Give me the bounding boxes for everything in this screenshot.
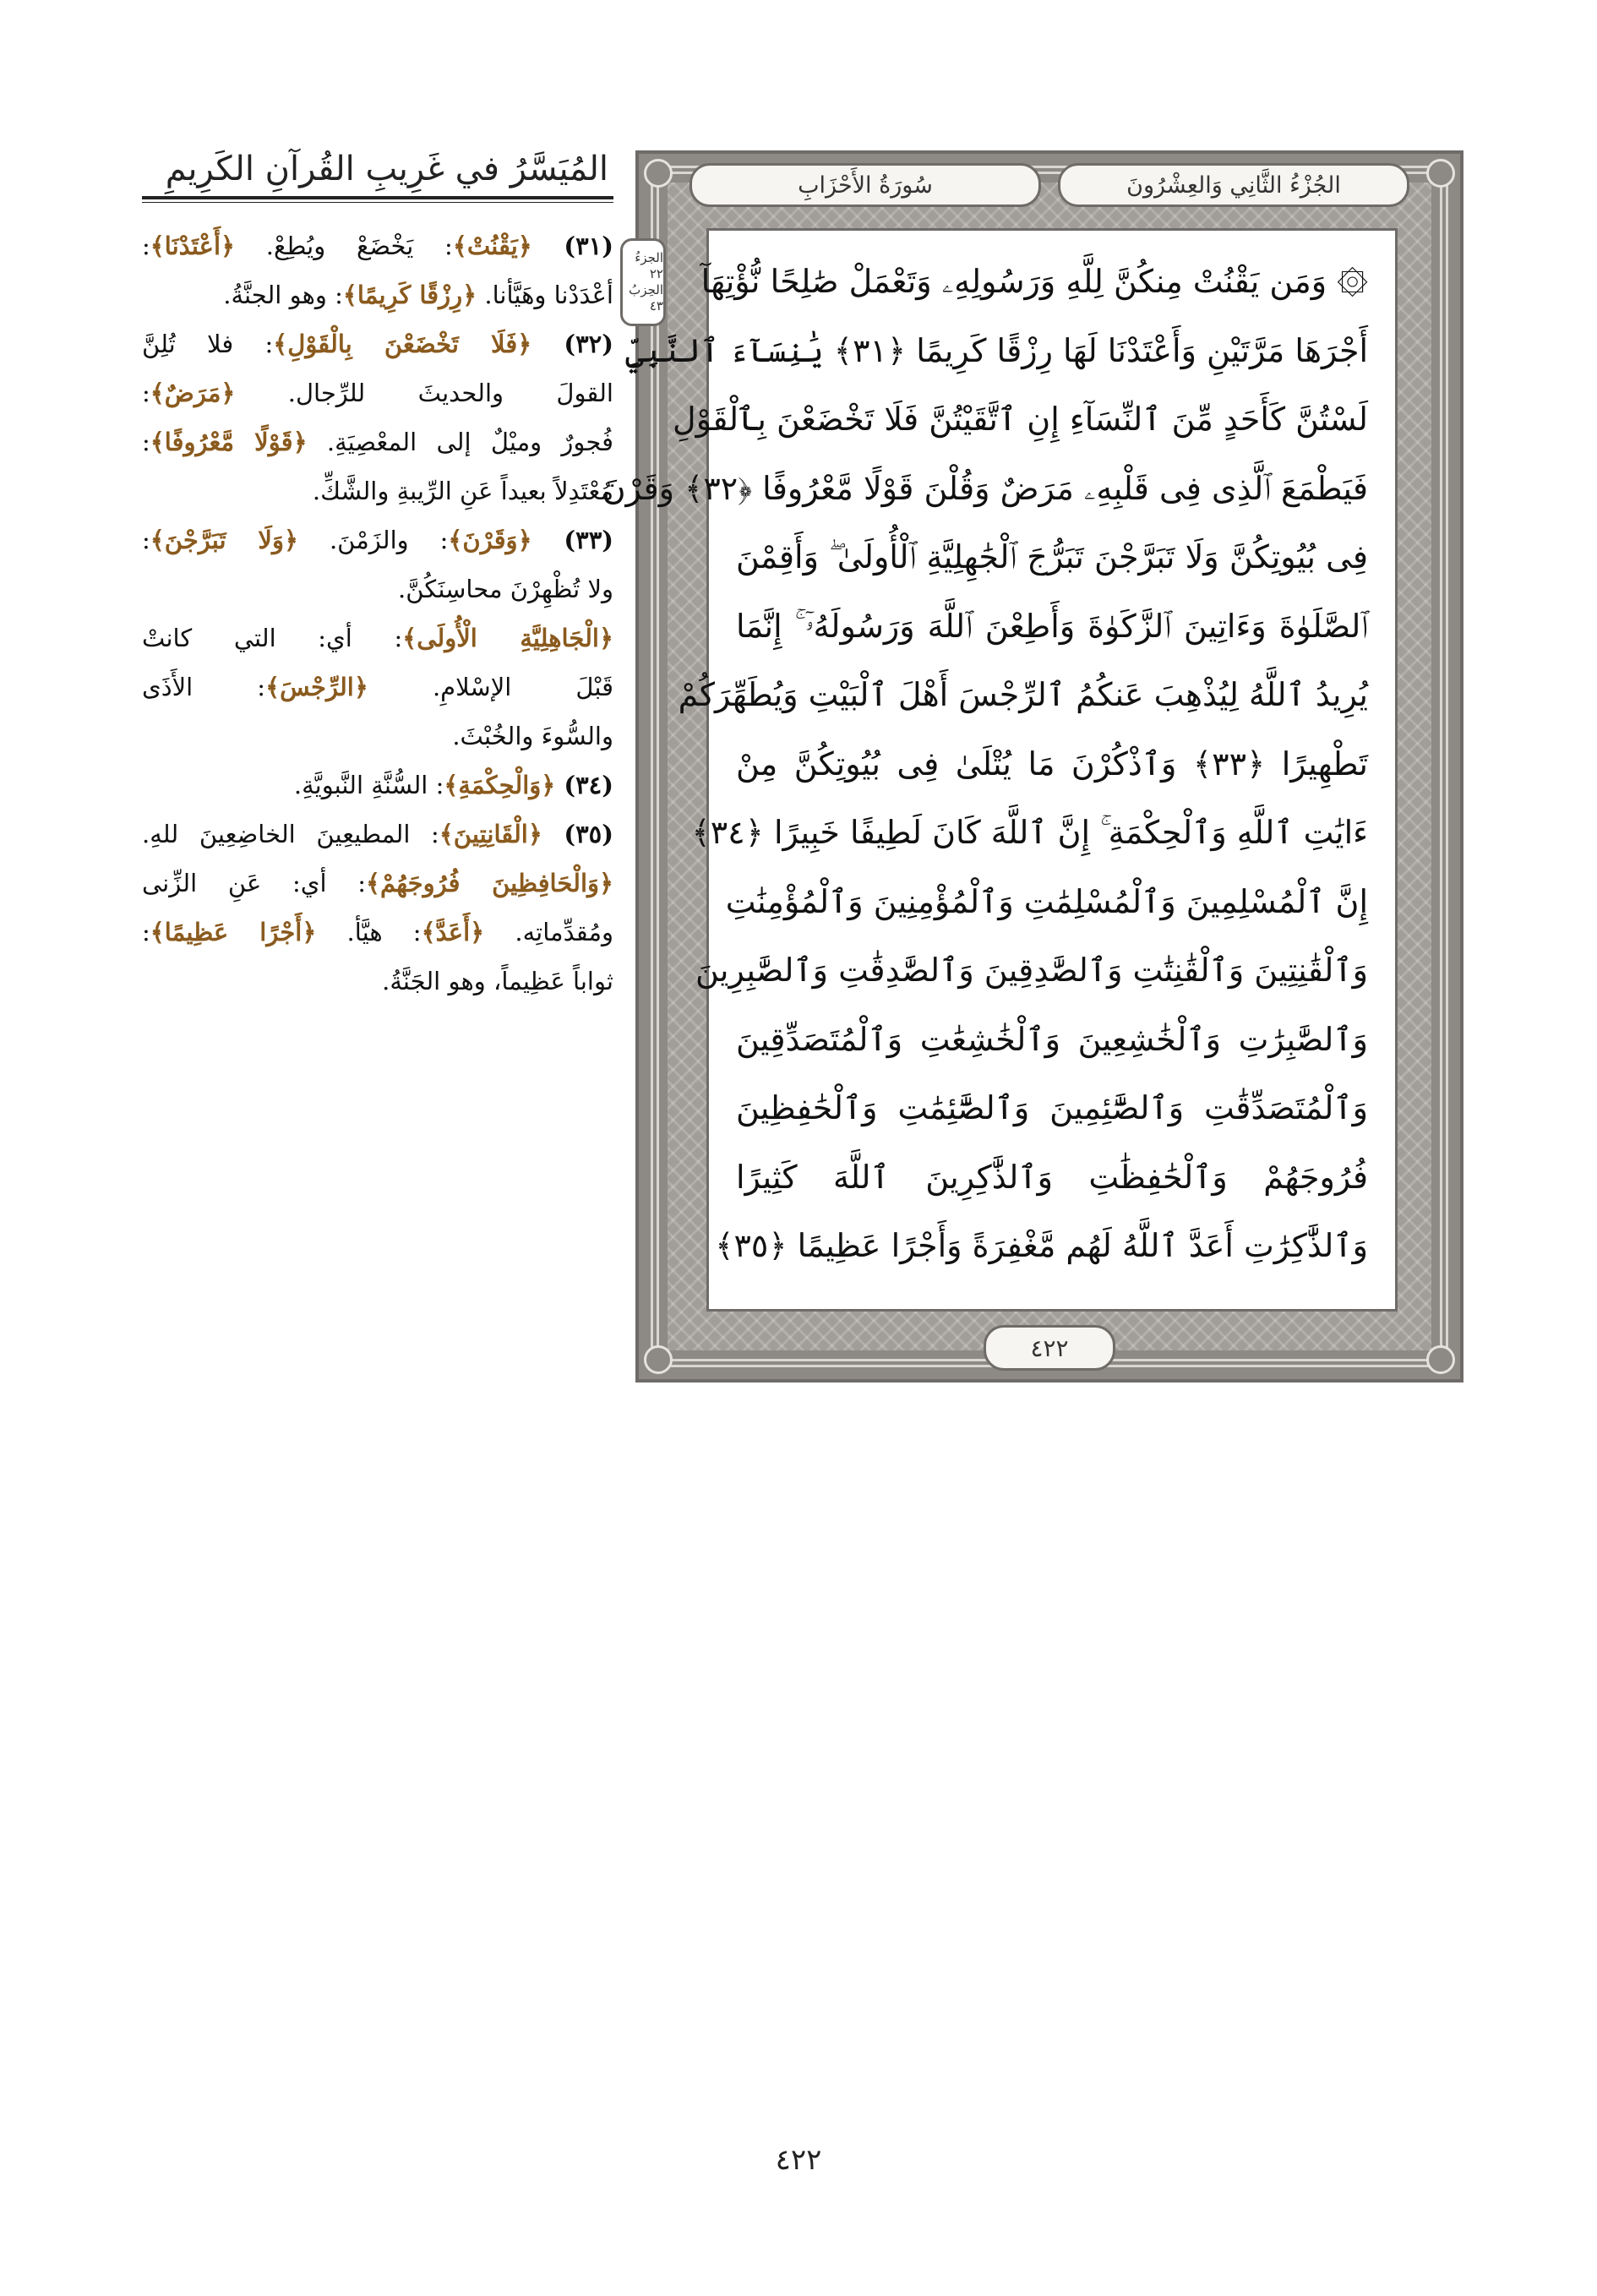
glossary-text: : وهو الجنَّةُ. [223, 281, 343, 309]
glossary-text: والسُّوءَ والخُبْثَ. [452, 722, 613, 750]
glossary-line [142, 908, 613, 957]
glossary-line [142, 417, 613, 466]
glossary-keyword: ﴿الرِّجْسَ﴾ [265, 673, 368, 701]
glossary-text: فُجورٌ وميْلٌ إلى المعْصِيَةِ. [307, 428, 613, 456]
glossary-text: : [142, 428, 150, 456]
glossary-text: : [142, 526, 150, 554]
verse-number: (٣٣) [531, 526, 614, 554]
glossary-text: : [142, 918, 150, 946]
glossary-text: : فلا تُلِنَّ [142, 330, 274, 358]
verse-number: (٣٤) [555, 771, 613, 799]
corner-ornament-icon [1426, 159, 1455, 188]
glossary-text: أعْدَدْنا وهَيَّأنا. [477, 281, 613, 309]
glossary-keyword: ﴿رِزْقًا كَرِيمًا﴾ [342, 281, 477, 309]
verse-number: (٣٥) [542, 820, 613, 848]
verse-line: أَجْرَهَا مَرَّتَيْنِ وَأَعْتَدْنَا لَهَا رِزْقًا كَرِيمًا ﴿٣١﴾ يَٰنِسَآءَ ٱلنَّبِيِّ [624, 331, 1368, 369]
glossary-text: : أي: التي كانتْ [142, 624, 403, 652]
glossary-line [142, 957, 613, 1006]
glossary-text: : الأَذَى [142, 673, 266, 701]
glossary-line [142, 614, 613, 663]
glossary-text: القولَ والحديثَ للرِّجال. [235, 379, 613, 407]
quran-page-frame [602, 150, 1463, 1383]
glossary-keyword: ﴿أَجْرًا عَظِيمًا﴾ [150, 918, 317, 946]
glossary-text: : [142, 232, 150, 260]
glossary-text: : أي: عَنِ الزِّنى [142, 869, 367, 897]
glossary-line [142, 761, 613, 810]
glossary-keyword: ﴿قَوْلًا مَّعْرُوفًا﴾ [150, 428, 308, 456]
glossary-sidebar [142, 142, 613, 1006]
glossary-text: : السُّنَّةِ النَّبويَّةِ. [293, 771, 444, 799]
glossary-text: : المطيعِينَ الخاضِعِينَ للهِ. [142, 820, 439, 848]
glossary-title: المُيَسَّرُ في غَرِيبِ القُرآنِ الكَرِيمِ [165, 150, 608, 188]
hizb-marker-label: الحِزبُ ٤٣ [629, 282, 663, 314]
glossary-line [142, 221, 613, 270]
page-header [689, 161, 1409, 210]
verse-line: لَسْتُنَّ كَأَحَدٍ مِّنَ ٱلنِّسَآءِ إِنِ ٱتَّقَيْتُنَّ فَلَا تَخْضَعْنَ بِٱلْقَوْلِ [673, 401, 1368, 438]
glossary-text: : والزَمْنَ. [297, 526, 449, 554]
glossary-keyword: ﴿أَعَدَّ﴾ [421, 918, 485, 946]
verse-line: يُرِيدُ ٱللَّهُ لِيُذْهِبَ عَنكُمُ ٱلرِّجْسَ أَهْلَ ٱلْبَيْتِ وَيُطَهِّرَكُمْ [678, 676, 1368, 713]
verse-line: تَطْهِيرًا ﴿٣٣﴾ وَٱذْكُرْنَ مَا يُتْلَىٰ فِى بُيُوتِكُنَّ مِنْ [736, 744, 1368, 783]
frame-page-number [984, 1325, 1115, 1371]
verse-line: ءَايَٰتِ ٱللَّهِ وَٱلْحِكْمَةِ ۚ إِنَّ ٱللَّهَ كَانَ لَطِيفًا خَبِيرًا ﴿٣٤﴾ [691, 814, 1368, 851]
glossary-text: ثواباً عَظِيماً، وهو الجَنَّةُ. [382, 967, 613, 995]
glossary-line [142, 810, 613, 859]
verse-number: (٣١) [531, 232, 613, 260]
surah-name-cartouche [689, 163, 1041, 207]
verse-line: فَيَطْمَعَ ٱلَّذِى فِى قَلْبِهِۦ مَرَضٌ وَقُلْنَ قَوْلًا مَّعْرُوفًا ﴿٣٢﴾ وَقَرْنَ [602, 469, 1368, 507]
verse-line: وَٱلْقَٰنِتِينَ وَٱلْقَٰنِتَٰتِ وَٱلصَّٰدِقِينَ وَٱلصَّٰدِقَٰتِ وَٱلصَّٰبِرِينَ [695, 952, 1368, 989]
glossary-keyword: ﴿وَالْحَافِظِينَ فُرُوجَهُمْ﴾ [366, 869, 614, 897]
corner-ornament-icon [644, 159, 673, 188]
juz-marker-label: الجزءُ ٢٢ [635, 250, 663, 281]
title-divider [142, 196, 613, 203]
glossary-keyword: ﴿الْجَاهِلِيَّةِ الْأُولَى﴾ [402, 624, 613, 652]
glossary-text: : هيَّأ. [316, 918, 422, 946]
glossary-keyword: ﴿مَرَضٌ﴾ [150, 379, 236, 407]
frame-page-number-label: ٤٢٢ [1030, 1333, 1069, 1362]
glossary-text: ومُقدِّماتِه. [484, 918, 613, 946]
glossary-line [142, 368, 613, 417]
glossary-line [142, 515, 613, 564]
glossary-line [142, 564, 613, 614]
glossary-text: ولا تُظْهِرْنَ محاسِنَكُنَّ. [398, 575, 613, 603]
glossary-keyword: ﴿وَلَا تَبَرَّجْنَ﴾ [150, 526, 298, 554]
juz-hizb-marker [620, 238, 666, 326]
glossary-keyword: ﴿وَقَرْنَ﴾ [448, 526, 532, 554]
glossary-line [142, 466, 613, 515]
glossary-text: قَبْلَ الإسْلامِ. [368, 673, 613, 701]
verse-line: فِى بُيُوتِكُنَّ وَلَا تَبَرَّجْنَ تَبَرُّجَ ٱلْجَٰهِلِيَّةِ ٱلْأُولَىٰ ۖ وَأَقِمْنَ [736, 538, 1368, 575]
glossary-line [142, 712, 613, 761]
glossary-text: : [142, 379, 150, 407]
glossary-lines [142, 221, 613, 1006]
glossary-keyword: ﴿أَعْتَدْنَا﴾ [150, 232, 236, 260]
verse-line: وَٱلصَّٰبِرَٰتِ وَٱلْخَٰشِعِينَ وَٱلْخَٰشِعَٰتِ وَٱلْمُتَصَدِّقِينَ [736, 1020, 1368, 1058]
verse-line: وَٱلْمُتَصَدِّقَٰتِ وَٱلصَّٰٓئِمِينَ وَٱلصَّٰٓئِمَٰتِ وَٱلْحَٰفِظِينَ [736, 1089, 1368, 1126]
verse-line: إِنَّ ٱلْمُسْلِمِينَ وَٱلْمُسْلِمَٰتِ وَٱلْمُؤْمِنِينَ وَٱلْمُؤْمِنَٰتِ [725, 882, 1368, 920]
glossary-keyword: ﴿الْقَانِتِينَ﴾ [439, 820, 542, 848]
glossary-line [142, 663, 613, 712]
page-number: ٤٢٢ [775, 2143, 822, 2177]
verse-line: وَٱلذَّٰكِرَٰتِ أَعَدَّ ٱللَّهُ لَهُم مَّغْفِرَةً وَأَجْرًا عَظِيمًا ﴿٣٥﴾ [715, 1227, 1368, 1264]
verse-number: (٣٢) [531, 330, 613, 358]
glossary-text: مُعْتَدِلاً بعيداً عَنِ الرِّيبةِ والشَّكِّ. [312, 477, 613, 505]
glossary-line [142, 270, 613, 319]
surah-label: سُورَةُ الأَحْزَابِ [798, 172, 933, 199]
juz-name-cartouche [1058, 163, 1409, 207]
glossary-line [142, 319, 613, 368]
juz-label: الجُزْءُ الثَّانِي وَالعِشْرُونَ [1126, 172, 1341, 199]
glossary-keyword: ﴿وَالْحِكْمَةِ﴾ [444, 771, 556, 799]
glossary-text: : يَخْضَعْ ويُطِعْ. [235, 232, 453, 260]
glossary-keyword: ﴿فَلَا تَخْضَعْنَ بِالْقَوْلِ﴾ [273, 330, 532, 358]
verse-line: فُرُوجَهُمْ وَٱلْحَٰفِظَٰتِ وَٱلذَّٰكِرِينَ ٱللَّهَ كَثِيرًا [736, 1158, 1368, 1196]
glossary-keyword: ﴿يَقْنُتْ﴾ [452, 232, 532, 260]
glossary-line [142, 859, 613, 908]
corner-ornament-icon [1426, 1345, 1455, 1374]
verse-line: ۞ وَمَن يَقْنُتْ مِنكُنَّ لِلَّهِ وَرَسُولِهِۦ وَتَعْمَلْ صَٰلِحًا نُّؤْتِهَآ [700, 263, 1368, 300]
corner-ornament-icon [644, 1345, 673, 1374]
verse-line: ٱلصَّلَوٰةَ وَءَاتِينَ ٱلزَّكَوٰةَ وَأَطِعْنَ ٱللَّهَ وَرَسُولَهُۥٓ ۚ إِنَّمَا [736, 607, 1368, 645]
